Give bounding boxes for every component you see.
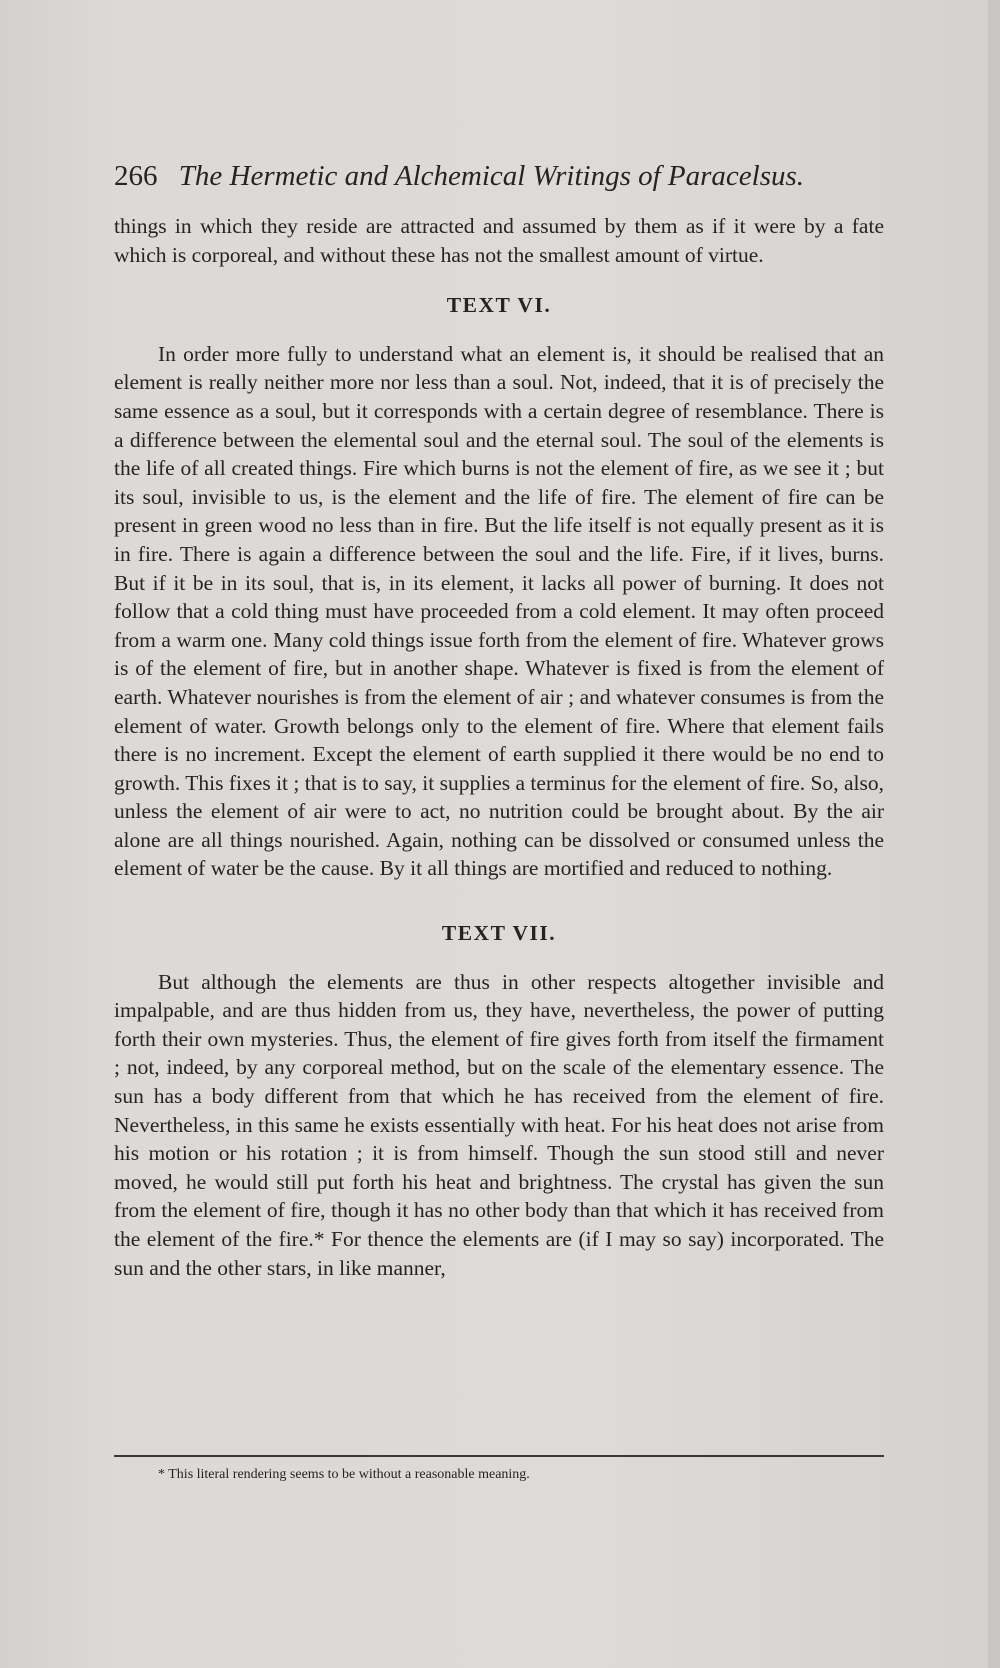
body-text	[114, 212, 884, 1282]
book-title: The Hermetic and Alchemical Writings of Paracelsus.	[178, 160, 805, 192]
footnote-rule	[114, 1455, 884, 1457]
page-number: 266	[114, 160, 158, 192]
section-heading-text-vii: TEXT VII.	[441, 921, 557, 946]
continuation-paragraph: things in which they reside are attracted and assumed by them as if it were by a fate which is corporeal, and without these has not the smallest amount of virtue.	[114, 214, 884, 267]
footnote: * This literal rendering seems to be without a reasonable meaning.	[158, 1467, 530, 1482]
page-gutter	[988, 0, 1000, 1668]
running-head	[114, 158, 894, 194]
text-vii-paragraph: But although the elements are thus in other respects altogether invisible and impalpable, and are thus hidden from us, they have, nevertheless, the power of putting forth their own mysteries. Thus, the element of fire gives forth from itself the firmament ; not, indeed, by any corporeal method, but on the scale of the elementary essence. The sun has a body different from that which he has received from the element of fire. Nevertheless, in this same he exists essentially with heat. For his heat does not arise from his motion or his rotation ; it is from himself. Though the sun stood still and never moved, he would still put forth his heat and brightness. The crystal has given the sun from the element of fire, though it has no other body than that which it has received from the element of the fire.* For thence the elements are (if I may so say) incorporated. The sun and the other stars, in like manner,	[114, 969, 884, 1280]
section-heading-text-vi: TEXT VI.	[446, 293, 552, 318]
text-vi-paragraph: In order more fully to understand what an element is, it should be realised that an element is really neither more nor less than a soul. Not, indeed, that it is of precisely the same essence as a soul, but it corresponds with a certain degree of resemblance. There is a difference between the elemental soul and the eternal soul. The soul of the elements is the life of all created things. Fire which burns is not the element of fire, as we see it ; but its soul, invisible to us, is the element and the life of fire. The element of fire can be present in green wood no less than in fire. But the life itself is not equally present as it is in fire. There is again a difference between the soul and the life. Fire, if it lives, burns. But if it be in its soul, that is, in its element, it lacks all power of burning. It does not follow that a cold thing must have proceeded from a cold element. It may often proceed from a warm one. Many cold things issue forth from the element of fire. Whatever grows is of the element of fire, but in another shape. Whatever is fixed is from the element of earth. Whatever nourishes is from the element of air ; and whatever consumes is from the element of water. Growth belongs only to the element of fire. Where that element fails there is no increment. Except the element of earth supplied it there would be no end to growth. This fixes it ; that is to say, it supplies a terminus for the element of fire. So, also, unless the element of air were to act, no nutrition could be brought about. By the air alone are all things nourished. Again, nothing can be dissolved or consumed unless the element of water be the cause. By it all things are mortified and reduced to nothing.	[114, 341, 884, 881]
